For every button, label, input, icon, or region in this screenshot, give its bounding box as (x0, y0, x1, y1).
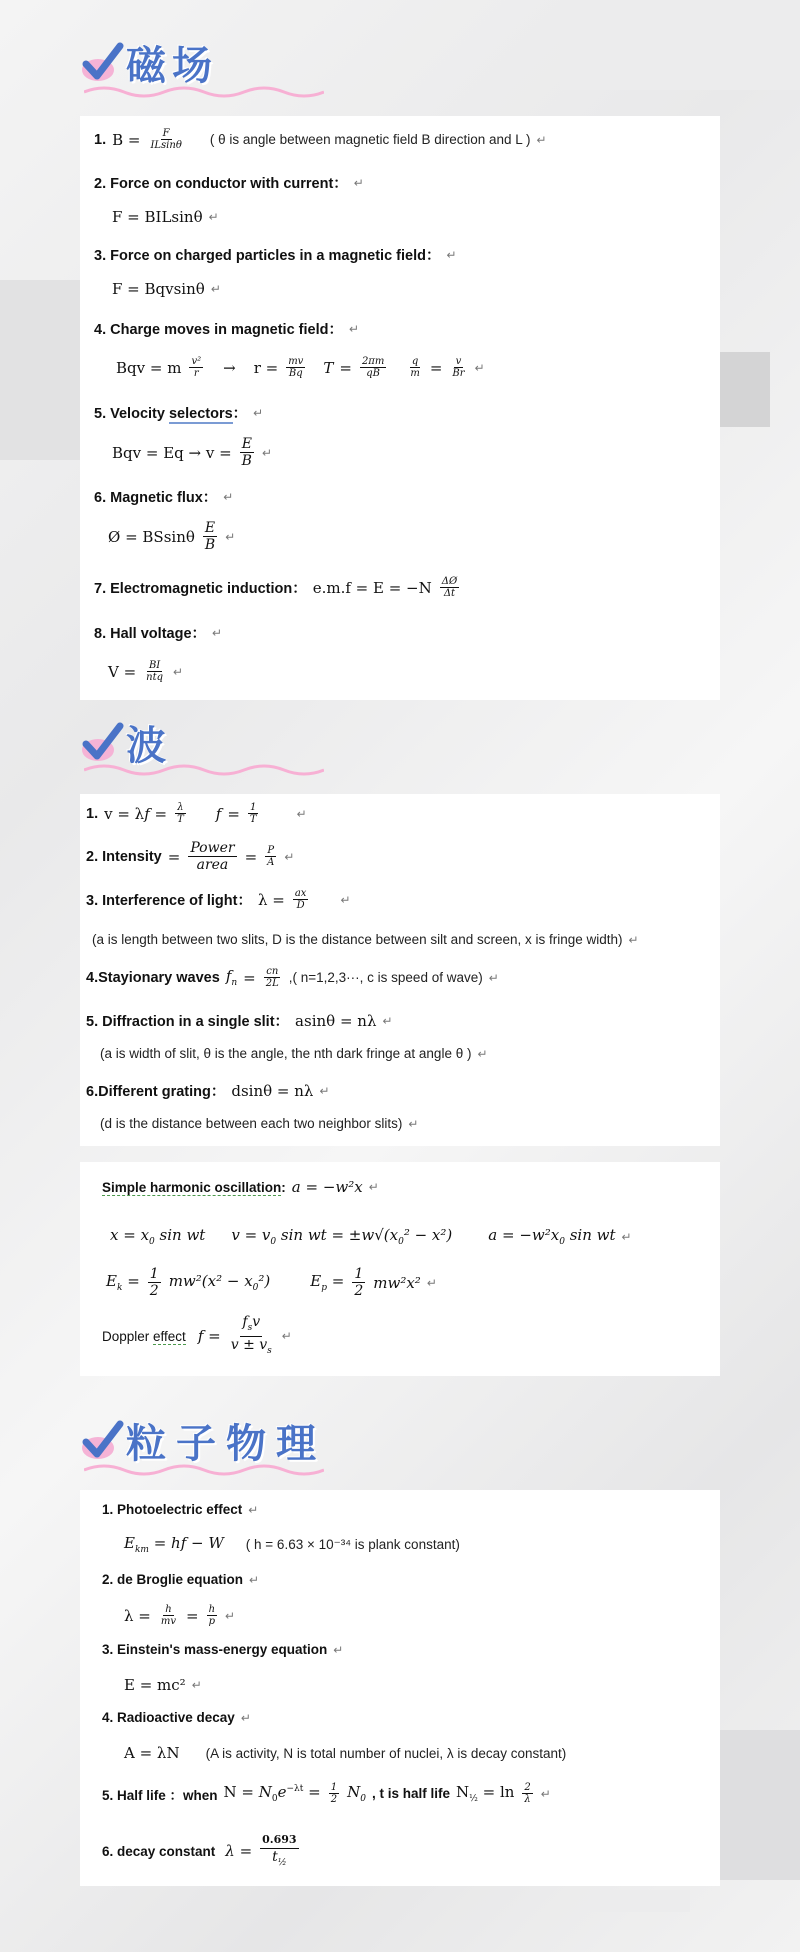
waves-card (80, 794, 720, 1146)
shm-row-1: Simple harmonic oscillation: a = −w²x ↵ (102, 1178, 379, 1196)
wave-row-3: 3. Interference of light： λ = $\frac{ax}{D}$ ↵ (86, 888, 351, 911)
section-title: 波 (126, 722, 172, 769)
decorative-wave (84, 82, 324, 98)
particle-row-3: E = mc² ↵ (124, 1676, 202, 1694)
particle-row-6: 6. decay constant λ = $\frac{0.693}{t_{\frac{1}{2}}}$ (102, 1833, 297, 1868)
particle-row-2: λ = $\frac{h}{mv}$ = $\frac{h}{p}$ ↵ (124, 1604, 236, 1627)
check-icon (80, 40, 124, 84)
particle-row-2-label: 2. de Broglie equation ↵ (102, 1572, 260, 1587)
check-icon (80, 720, 124, 764)
formula-row-4: Bqv = m $\frac{\text{v²}}{r}$ → r = $\frac{mv}{Bq}$ T = $\frac{2\pi m}{qB}$ $\frac{q}{m}$ = $\frac{v}{Br}$ ↵ (116, 356, 485, 379)
decorative-wave (84, 760, 324, 776)
formula-row-3-label: 3. Force on charged particles in a magnetic field： ↵ (94, 247, 457, 264)
formula-row-7: 7. Electromagnetic induction： e.m.f = E = −N $\frac{\Delta Ø}{\Delta t}$ (94, 576, 458, 599)
magnetic-field-card (80, 116, 720, 700)
formula-row-3: F = Bqvsinθ ↵ (112, 280, 221, 298)
bg-block-right (720, 352, 770, 427)
shm-card (80, 1162, 720, 1376)
formula-row-4-label: 4. Charge moves in magnetic field： ↵ (94, 321, 360, 338)
particle-row-1-label: 1. Photoelectric effect ↵ (102, 1502, 259, 1517)
bg-block-top-right (560, 0, 800, 90)
wave-row-2: 2. Intensity = $\frac{\text{Power}}{\text{area}}$ = $\frac{P}{A}$ ↵ (86, 840, 295, 873)
section-title: 磁场 (126, 42, 218, 89)
formula-row-5: Bqv = Eq → v = $\frac{E}{B}$ ↵ (112, 436, 273, 469)
formula-row-8-label: 8. Hall voltage： ↵ (94, 625, 223, 642)
shm-row-3: $E_k$ = $\frac{1}{2}$ $mw^2(x^2 - x_0^2)$ $E_p$ = $\frac{1}{2}$ mw²x² ↵ (106, 1266, 437, 1299)
wave-row-3-note: (a is length between two slits, D is the distance between silt and screen, x is fringe width) ↵ (92, 932, 639, 947)
bg-block-bottom-right (720, 1730, 800, 1880)
bg-block-left (0, 280, 80, 460)
formula-row-2: F = BILsinθ ↵ (112, 208, 219, 226)
shm-row-2: $x = x_0$ sin wt $v = v_0$ sin wt = $\pm w√(x_0^2 - x^2)$ $a = -w^2x_0$ sin wt ↵ (110, 1226, 632, 1247)
wave-row-6: 6.Different grating： dsinθ = nλ ↵ (86, 1081, 330, 1100)
wave-row-1: 1. v = λf = $\frac{\lambda}{T}$ f = $\frac{1}{T}$ ↵ (86, 802, 307, 825)
particle-row-4-label: 4. Radioactive decay ↵ (102, 1710, 251, 1725)
check-icon (80, 1418, 124, 1462)
formula-row-8: V = $\frac{BI}{\text{ntq}}$ ↵ (108, 660, 184, 683)
wave-row-5: 5. Diffraction in a single slit： asinθ = nλ ↵ (86, 1011, 393, 1030)
formula-row-2-label: 2. Force on conductor with current： ↵ (94, 175, 364, 192)
wave-row-4: 4.Stayionary waves $f_n$ = $\frac{cn}{2L}$ ,( n=1,2,3···, c is speed of wave) ↵ (86, 966, 499, 989)
formula-row-6-label: 6. Magnetic flux： ↵ (94, 489, 234, 506)
particle-row-5: 5. Half life ：when $N = N_0e^{-\lambda t}$ = $\frac{1}{2}$ $N_0$ , t is half life $N_{\frac{1}{2}} = \ln$ $\frac{2}{\lambda}$ ↵ (102, 1782, 551, 1805)
formula-row-1: 1. B = $\frac{F}{ILsin\theta}$ ( θ is angle between magnetic field B direction and L ) ↵ (94, 128, 547, 151)
shm-row-doppler: Doppler effect f = $\frac{f_sv}{v \pm v_s}$ ↵ (102, 1314, 292, 1356)
formula-row-6: Ø = BSsinθ $\frac{E}{B}$ ↵ (108, 520, 236, 553)
bg-block-bottom (590, 1890, 690, 1912)
particle-row-1: $E_{km}$ = hf − W ( h = 6.63 × 10⁻³⁴ is plank constant) (124, 1534, 460, 1555)
particle-row-4: A = λN (A is activity, N is total number of nuclei, λ is decay constant) (124, 1744, 567, 1762)
decorative-wave (84, 1460, 324, 1476)
section-title: 粒子物理 (126, 1420, 326, 1467)
wave-row-5-note: (a is width of slit, θ is the angle, the nth dark fringe at angle θ ) ↵ (100, 1046, 488, 1061)
particle-physics-card (80, 1490, 720, 1886)
wave-row-6-note: (d is the distance between each two neighbor slits) ↵ (100, 1116, 419, 1131)
particle-row-3-label: 3. Einstein's mass-energy equation ↵ (102, 1642, 344, 1657)
formula-row-5-label: 5. Velocity selectors： ↵ (94, 405, 264, 422)
